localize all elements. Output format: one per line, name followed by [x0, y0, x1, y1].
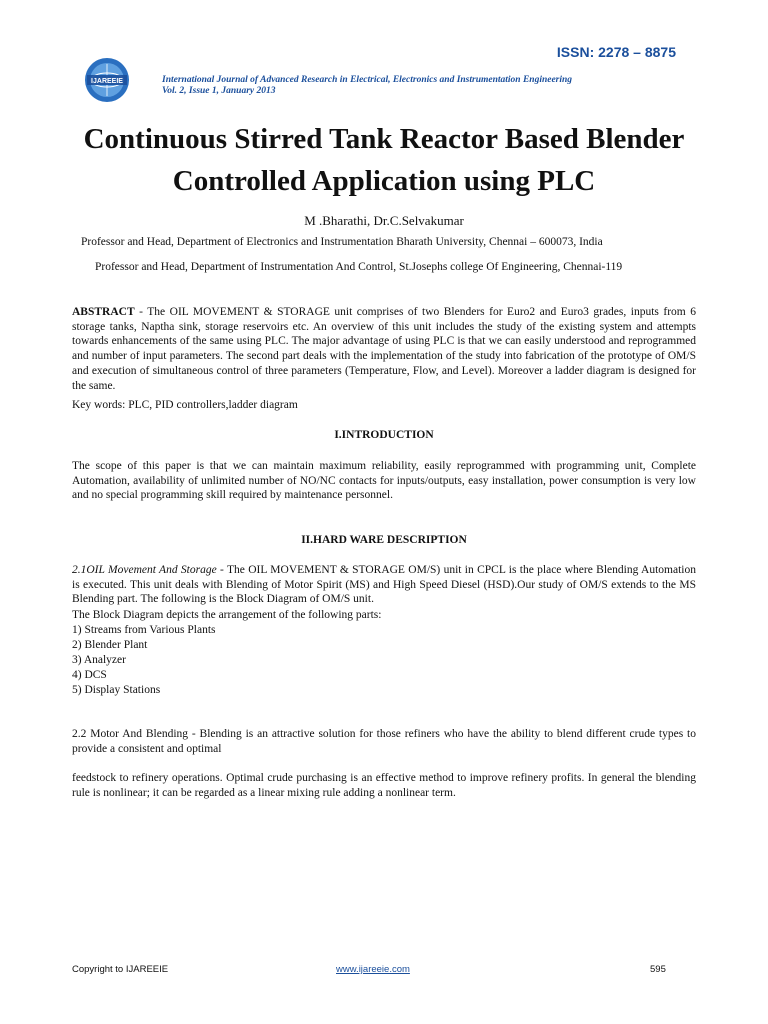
affiliation-2: Professor and Head, Department of Instrumentation And Control, St.Josephs college Of Engineering, Chennai-119	[95, 261, 623, 273]
section-2-2-continued: feedstock to refinery operations. Optimal crude purchasing is an effective method to improve refinery profits. In general the blending rule is nonlinear; it can be regarded as a linear mixing rule adding a nonlinear term.	[72, 772, 696, 799]
authors: M .Bharathi, Dr.C.Selvakumar	[304, 213, 464, 228]
journal-name: International Journal of Advanced Research in Electrical, Electronics and Instrumentation Engineering	[162, 75, 573, 85]
introduction-text: The scope of this paper is that we can maintain maximum reliability, easily reprogrammed with programming unit, Complete Automation, availability of unlimited number of NO/NC contacts for inputs/outputs, easy installation, power consumption is very low and no special programming skill required by maintenance personnel.	[72, 460, 696, 502]
section-2-2: 2.2 Motor And Blending - Blending is an attractive solution for those refiners who have the ability to blend different crude types to provide a consistent and optimal	[72, 728, 696, 755]
section-2-1-text: - The OIL MOVEMENT & STORAGE OM/S) unit in CPCL is the place where Blending Automation is executed. This unit deals with Blending of Motor Spirit (MS) and High Speed Diesel (HSD).Our study of OM/S extends to the MS Blending part. The following is the Block Diagram of OM/S unit.	[72, 564, 696, 606]
logo-text: IJAREEIE	[91, 78, 123, 85]
affiliation-1: Professor and Head, Department of Electronics and Instrumentation Bharath University, Chennai – 600073, India	[81, 236, 603, 248]
title-line-2: Controlled Application using PLC	[172, 165, 596, 197]
page-number: 595	[650, 964, 666, 975]
issn-label: ISSN: 2278 – 8875	[556, 44, 676, 60]
abstract	[72, 305, 696, 393]
part-item: 3) Analyzer	[72, 654, 126, 666]
part-item: 4) DCS	[72, 669, 107, 681]
introduction-heading: I.INTRODUCTION	[334, 429, 434, 441]
paper-title	[0, 118, 768, 202]
block-diagram-intro: The Block Diagram depicts the arrangement of the following parts:	[72, 609, 382, 621]
journal-header	[162, 75, 572, 97]
journal-logo	[72, 55, 142, 105]
abstract-label: ABSTRACT	[72, 306, 135, 318]
footer-website-link[interactable]: www.ijareeie.com	[336, 964, 410, 975]
footer-copyright: Copyright to IJAREEIE	[72, 964, 169, 975]
hardware-heading: II.HARD WARE DESCRIPTION	[301, 534, 467, 546]
part-item: 5) Display Stations	[72, 684, 161, 696]
section-2-1-label: 2.1OIL Movement And Storage	[72, 564, 217, 576]
abstract-text: - The OIL MOVEMENT & STORAGE unit comprises of two Blenders for Euro2 and Euro3 grades, inputs from 6 storage tanks, Naptha sink, storage reservoirs etc. An overview of this unit includes the study of the existing system and attempts towards enhancements of the same using PLC. The major advantage of using PLC is that we can easily understood and reprogrammed and number of input parameters. The second part deals with the implementation of the study into fabrication of the prototype of OM/S and execution of simultaneous control of three parameters (Temperature, Flow, and Level). Moreover a ladder diagram is designed for the same.	[72, 306, 696, 392]
journal-issue: Vol. 2, Issue 1, January 2013	[162, 86, 276, 96]
part-item: 1) Streams from Various Plants	[72, 624, 216, 636]
keywords: Key words: PLC, PID controllers,ladder diagram	[72, 399, 298, 411]
section-2-1	[72, 563, 696, 607]
title-line-1: Continuous Stirred Tank Reactor Based Blender	[83, 123, 685, 155]
part-item: 2) Blender Plant	[72, 639, 148, 651]
